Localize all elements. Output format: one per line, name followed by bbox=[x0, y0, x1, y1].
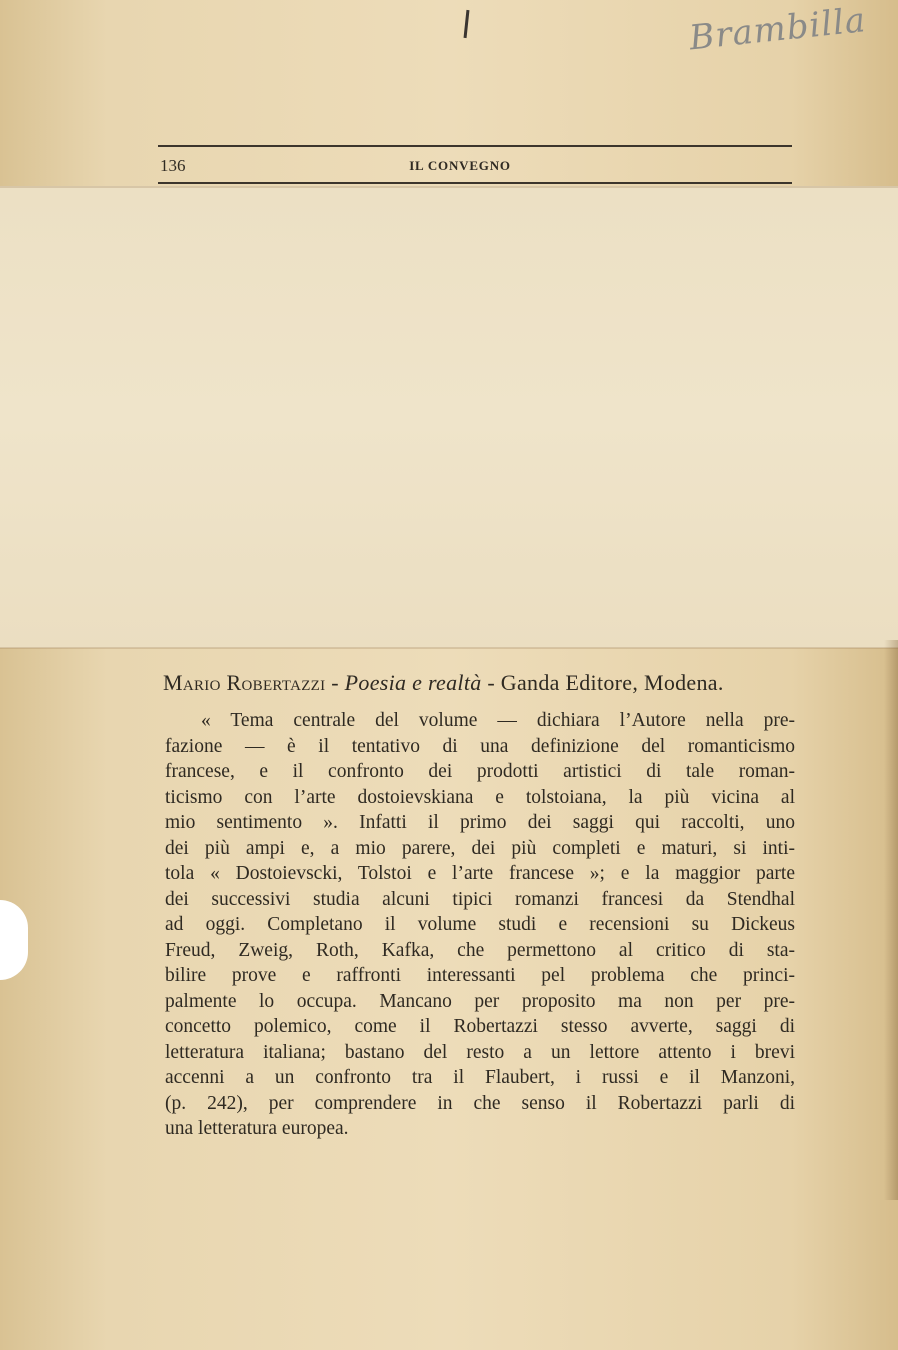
paper-edge-shadow bbox=[884, 640, 898, 1200]
text-line: fazione — è il tentativo di una definizione del romanticismo bbox=[165, 735, 795, 757]
journal-title: IL CONVEGNO bbox=[409, 158, 511, 173]
page-number: 136 bbox=[160, 156, 186, 175]
fold-crease-bottom bbox=[0, 647, 898, 649]
review-body bbox=[165, 708, 795, 1142]
text-line: bilire prove e raffronti interessanti pel problema che princi- bbox=[165, 965, 795, 986]
text-line: Freud, Zweig, Roth, Kafka, che permettono al critico di sta- bbox=[165, 939, 795, 961]
text-line: una letteratura europea. bbox=[165, 1118, 349, 1139]
text-line: francese, e il confronto dei prodotti artistici di tale roman- bbox=[165, 761, 795, 782]
folded-paper-band bbox=[0, 186, 898, 648]
review-heading bbox=[163, 670, 803, 696]
text-line: letteratura italiana; bastano del resto a un lettore attento i brevi bbox=[165, 1041, 795, 1063]
text-line: concetto polemico, come il Robertazzi stesso avverte, saggi di bbox=[165, 1016, 795, 1037]
text-line: « Tema centrale del volume — dichiara l’Autore nella pre- bbox=[201, 710, 795, 731]
text-line: dei più ampi e, a mio parere, dei più completi e maturi, si inti- bbox=[165, 837, 795, 859]
text-line: tola « Dostoievscki, Tolstoi e l’arte francese »; e la maggior parte bbox=[165, 863, 795, 884]
text-line: mio sentimento ». Infatti il primo dei saggi qui raccolti, uno bbox=[165, 812, 795, 833]
text-line: dei successivi studia alcuni tipici romanzi francesi da Stendhal bbox=[165, 888, 795, 910]
text-line: (p. 242), per comprendere in che senso il Robertazzi parli di bbox=[165, 1092, 795, 1114]
heading-separator: - bbox=[325, 670, 345, 695]
text-line: palmente lo occupa. Mancano per proposito ma non per pre- bbox=[165, 990, 795, 1012]
review-publisher: Ganda Editore, Modena. bbox=[500, 670, 724, 695]
text-line: accenni a un confronto tra il Flaubert, i russi e il Manzoni, bbox=[165, 1067, 795, 1088]
handwritten-margin-note: Brambilla bbox=[687, 0, 869, 59]
header-rule-top bbox=[158, 145, 792, 147]
review-book-title: Poesia e realtà bbox=[344, 670, 482, 695]
heading-separator: - bbox=[481, 670, 501, 695]
text-line: ticismo con l’arte dostoievskiana e tolstoiana, la più vicina al bbox=[165, 786, 795, 808]
header-rule-bottom bbox=[158, 182, 792, 184]
text-line: ad oggi. Completano il volume studi e recensioni su Dickeus bbox=[165, 914, 795, 935]
fold-crease-top bbox=[0, 186, 898, 188]
review-author: Mario Robertazzi bbox=[163, 670, 326, 695]
